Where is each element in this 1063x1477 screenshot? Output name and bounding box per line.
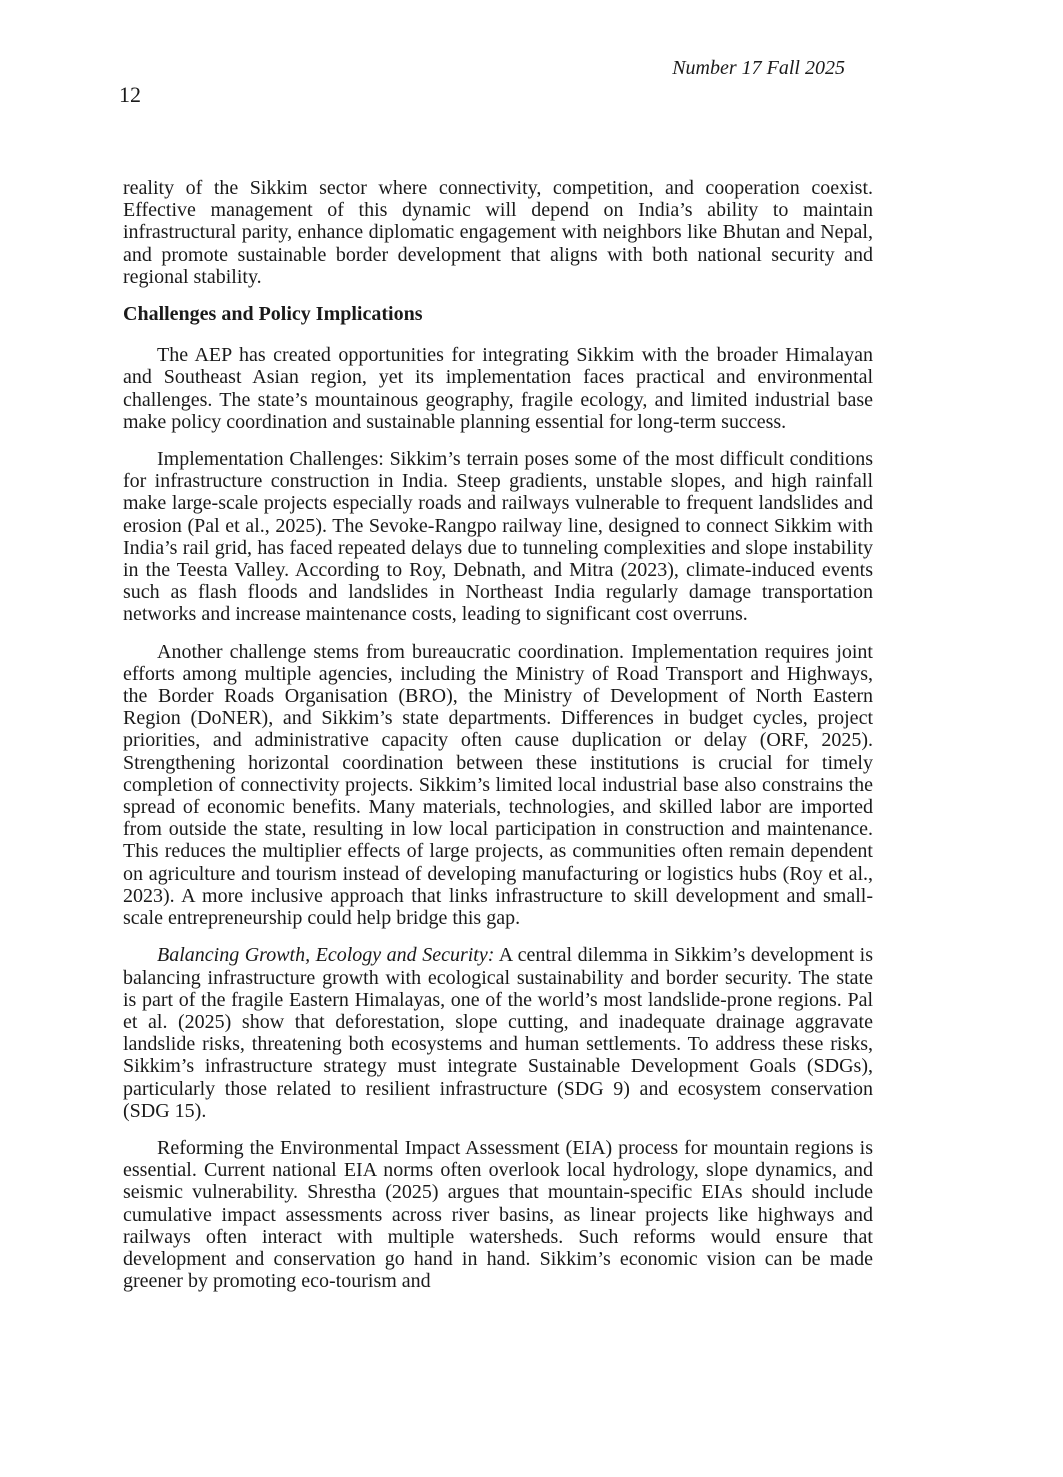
paragraph-balancing-growth-text: A central dilemma in Sikkim’s development is balancing infrastructure growth with ecological sustainability and border security. The state is part of the fragile Eastern Himalayas, one of the world’s most landslide-prone regions. Pal et al. (2025) show that deforestation, slope cutting, and inadequate drainage aggravate landslide risks, threatening both ecosystems and human settlements. To address these risks, Sikkim’s infrastructure strategy must integrate Sustainable Development Goals (SDGs), particularly those related to resilient infrastructure (SDG 9) and ecosystem conservation (SDG 15). <box>123 944 873 1122</box>
paragraph-eia-reform: Reforming the Environmental Impact Assessment (EIA) process for mountain regions is essential. Current national EIA norms often overlook local hydrology, slope dynamics, and seismic vulnerability. Shrestha (2025) argues that mountain-specific EIAs should include cumulative impact assessments across river basins, as linear projects like highways and railways often interact with multiple watersheds. Such reforms would ensure that development and conservation go hand in hand. Sikkim’s economic vision can be made greener by promoting eco-tourism and <box>123 1136 873 1293</box>
page-number: 12 <box>119 82 141 107</box>
paragraph-bureaucratic-coordination: Another challenge stems from bureaucratic coordination. Implementation requires joint efforts among multiple agencies, including the Ministry of Road Transport and Highways, the Border Roads Organisation (BRO), the Ministry of Development of North Eastern Region (DoNER), and Sikkim’s state departments. Differences in budget cycles, project priorities, and administrative capacity often cause duplication or delay (ORF, 2025). Strengthening horizontal coordination between these institutions is crucial for timely completion of connectivity projects. Sikkim’s limited local industrial base also constrains the spread of economic benefits. Many materials, technologies, and skilled labor are imported from outside the state, resulting in low local participation in construction and maintenance. This reduces the multiplier effects of large projects, as communities often remain dependent on agriculture and tourism instead of developing manufacturing or logistics hubs (Roy et al., 2023). A more inclusive approach that links infrastructure to skill development and small-scale entrepreneurship could help bridge this gap. <box>123 640 873 930</box>
section-heading: Challenges and Policy Implications <box>123 303 423 326</box>
paragraph-lead-in-italic: Balancing Growth, Ecology and Security: <box>157 944 495 967</box>
article-body <box>123 177 873 1307</box>
paragraph-implementation-challenges: Implementation Challenges: Sikkim’s terrain poses some of the most difficult conditions for infrastructure construction in India. Steep gradients, unstable slopes, and high rainfall make large-scale projects especially roads and railways vulnerable to frequent landslides and erosion (Pal et al., 2025). The Sevoke-Rangpo railway line, designed to connect Sikkim with India’s rail grid, has faced repeated delays due to tunneling complexities and slope instability in the Teesta Valley. According to Roy, Debnath, and Mitra (2023), climate-induced events such as flash floods and landslides in Northeast India regularly damage transportation networks and increase maintenance costs, leading to significant cost overruns. <box>123 448 873 626</box>
paragraph-aep: The AEP has created opportunities for integrating Sikkim with the broader Himalayan and Southeast Asian region, yet its implementation faces practical and environmental challenges. The state’s mountainous geography, fragile ecology, and limited industrial base make policy coordination and sustainable planning essential for long-term success. <box>123 344 873 433</box>
paragraph-balancing-growth <box>123 944 873 1122</box>
running-header: Number 17 Fall 2025 <box>672 57 845 79</box>
paragraph-continuation: reality of the Sikkim sector where connectivity, competition, and cooperation coexist. Effective management of this dynamic will depend on India’s ability to maintain infrastructural parity, enhance diplomatic engagement with neighbors like Bhutan and Nepal, and promote sustainable border development that aligns with both national security and regional stability. <box>123 177 873 288</box>
